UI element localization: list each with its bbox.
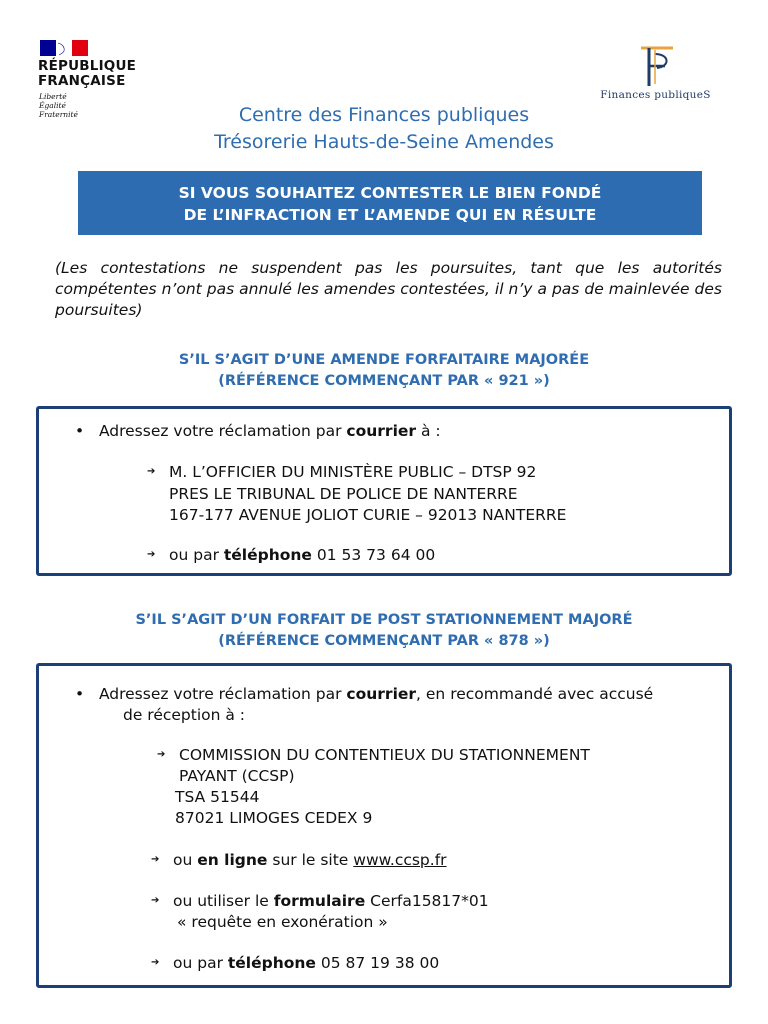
section1-phone-bold: téléphone — [223, 546, 312, 564]
section2-address-line4: 87021 LIMOGES CEDEX 9 — [175, 809, 373, 827]
section2-form-post: Cerfa15817*01 — [365, 892, 489, 910]
section2-phone-number: 05 87 19 38 00 — [315, 954, 440, 972]
section1-bullet-text: Adressez votre réclamation par — [98, 422, 347, 440]
finances-publiques-logo — [583, 44, 728, 106]
section2-online-bold: en ligne — [197, 851, 268, 869]
section2-form-bold: formulaire — [273, 892, 366, 910]
section1-bullet-post: à : — [416, 422, 441, 440]
section2-title-line2: (RÉFÉRENCE COMMENÇANT PAR « 878 ») — [218, 633, 550, 649]
section2-address-line1: COMMISSION DU CONTENTIEUX DU STATIONNEMENT — [179, 746, 590, 764]
section2-address-line3: TSA 51544 — [175, 788, 260, 806]
section2-form-pre: ou utiliser le — [173, 892, 274, 910]
section2-online — [173, 850, 447, 871]
bullet-icon: • — [75, 422, 85, 440]
section2-title-line1: S’IL S’AGIT D’UN FORFAIT DE POST STATIONNEMENT MAJORÉ — [135, 612, 633, 628]
header-title-line1: Centre des Finances publiques — [238, 104, 530, 126]
section1-box — [36, 406, 732, 576]
fp-monogram-icon — [635, 44, 679, 90]
section1-address-line2: PRES LE TRIBUNAL DE POLICE DE NANTERRE — [169, 485, 518, 503]
finances-publiques-wordmark: Finances publiqueS — [600, 89, 711, 101]
section1-title-line1: S’IL S’AGIT D’UNE AMENDE FORFAITAIRE MAJORÉE — [178, 352, 590, 368]
section1-title — [0, 350, 768, 392]
arrow-right-icon: ➔ — [151, 957, 160, 968]
arrow-right-icon: ➔ — [151, 854, 160, 865]
section2-form-line2: « requête en exonération » — [177, 913, 388, 931]
header-title-line2: Trésorerie Hauts-de-Seine Amendes — [214, 131, 554, 153]
rf-title-line2: FRANÇAISE — [38, 73, 126, 89]
arrow-right-icon: ➔ — [147, 466, 156, 477]
section1-address-line3: 167-177 AVENUE JOLIOT CURIE – 92013 NANTERRE — [169, 506, 567, 524]
section2-online-mid: sur le site — [267, 851, 354, 869]
banner-line2: DE L’INFRACTION ET L’AMENDE QUI EN RÉSULTE — [183, 206, 597, 224]
banner-line1: SI VOUS SOUHAITEZ CONTESTER LE BIEN FONDÉ — [178, 184, 602, 202]
bullet-icon: • — [75, 685, 85, 703]
section2-box — [36, 663, 732, 988]
section2-bullet-line2: de réception à : — [123, 706, 246, 724]
section2-bullet-bold: courrier — [346, 685, 417, 703]
section2-online-pre: ou — [173, 851, 198, 869]
rf-title-line1: RÉPUBLIQUE — [38, 58, 137, 74]
section2-bullet-text: Adressez votre réclamation par — [98, 685, 347, 703]
ccsp-website-link[interactable]: www.ccsp.fr — [353, 851, 447, 869]
section1-address-line1: M. L’OFFICIER DU MINISTÈRE PUBLIC – DTSP 92 — [169, 463, 537, 481]
section1-bullet — [75, 421, 441, 442]
republique-francaise-title — [38, 59, 136, 89]
section1-phone — [169, 545, 435, 566]
section2-bullet — [75, 684, 653, 705]
marianne-flag-icon — [40, 40, 88, 56]
motto-fraternite: Fraternité — [39, 110, 78, 119]
section2-title — [0, 610, 768, 652]
section1-phone-number: 01 53 73 64 00 — [311, 546, 436, 564]
contest-banner — [78, 171, 702, 235]
motto-egalite: Égalité — [39, 101, 66, 110]
section1-title-line2: (RÉFÉRENCE COMMENÇANT PAR « 921 ») — [218, 373, 550, 389]
section2-address-line2: PAYANT (CCSP) — [179, 767, 295, 785]
section1-phone-pre: ou par — [169, 546, 224, 564]
section2-phone-pre: ou par — [173, 954, 228, 972]
section2-phone-bold: téléphone — [227, 954, 316, 972]
intro-note: (Les contestations ne suspendent pas les poursuites, tant que les autorités compétentes n’ont pas annulé les amendes contestées, il n’y a pas de mainlevée des poursuites) — [55, 259, 722, 319]
arrow-right-icon: ➔ — [151, 895, 160, 906]
arrow-right-icon: ➔ — [157, 749, 166, 760]
section1-bullet-bold: courrier — [346, 422, 417, 440]
section2-bullet-post: , en recommandé avec accusé — [416, 685, 654, 703]
section2-form — [173, 891, 489, 912]
motto-liberte: Liberté — [39, 92, 67, 101]
arrow-right-icon: ➔ — [147, 549, 156, 560]
section2-phone — [173, 953, 439, 974]
